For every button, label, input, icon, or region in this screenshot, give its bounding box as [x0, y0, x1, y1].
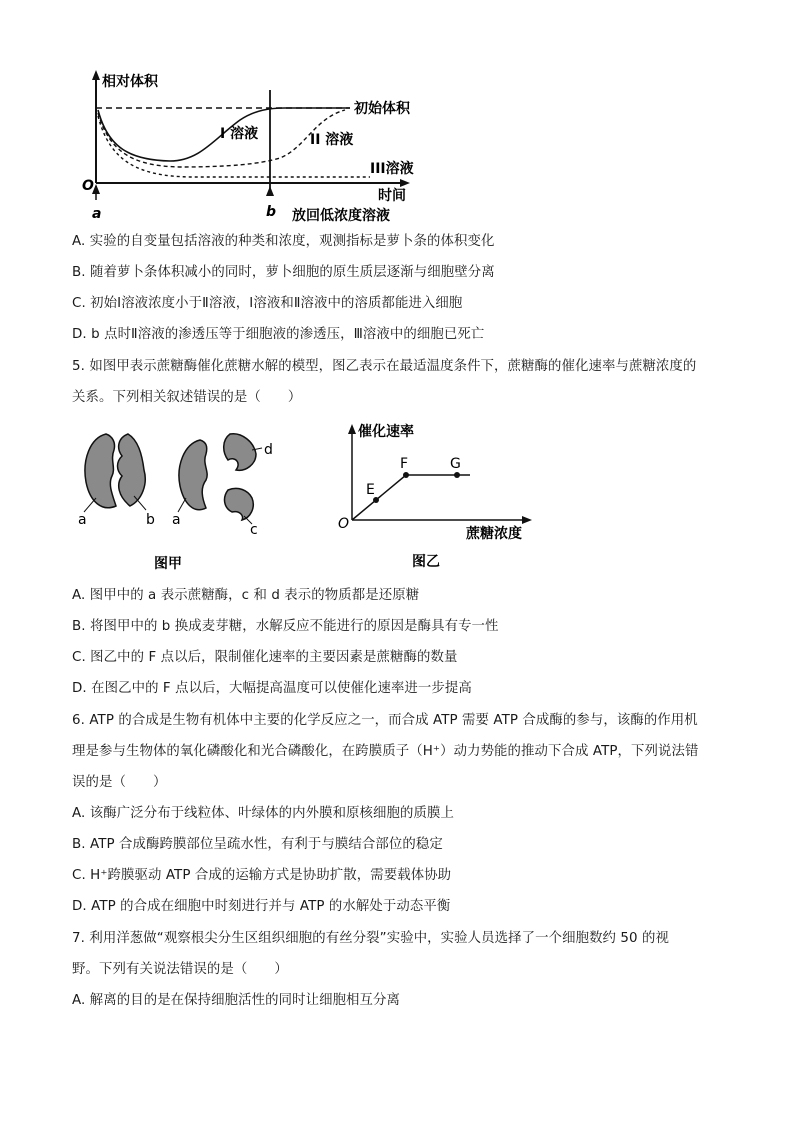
volume-time-figure — [70, 68, 430, 228]
product-d — [224, 434, 256, 471]
q5-stem-line2: 关系。下列相关叙述错误的是（ ） — [72, 390, 302, 405]
q5-option-b: B. 将图甲中的 b 换成麦芽糖，水解反应不能进行的原因是酶具有专一性 — [72, 619, 499, 634]
y-axis-arrow — [92, 70, 100, 80]
y-axis-arrow — [348, 424, 356, 434]
product-c — [225, 488, 254, 520]
catalytic-rate-figure — [330, 420, 540, 572]
label-E: E — [366, 482, 375, 498]
marker-a: a — [92, 206, 102, 222]
origin-label: O — [338, 516, 350, 532]
q4-option-b: B. 随着萝卜条体积减小的同时，萝卜细胞的原生质层逐渐与细胞壁分离 — [72, 265, 495, 280]
enzyme-a-left — [85, 434, 116, 508]
q6-option-a: A. 该酶广泛分布于线粒体、叶绿体的内外膜和原核细胞的质膜上 — [72, 806, 454, 821]
q6-stem-line1: 6. ATP 的合成是生物有机体中主要的化学反应之一，而合成 ATP 需要 ATP 合成酶的参与，该酶的作用机 — [72, 713, 698, 728]
x-axis-label: 蔗糖浓度 — [466, 526, 522, 542]
x-axis-arrow — [400, 179, 410, 187]
q6-option-c: C. H⁺跨膜驱动 ATP 合成的运输方式是协助扩散，需要载体协助 — [72, 868, 452, 883]
label-d: d — [264, 442, 273, 458]
solution-III-label: III溶液 — [370, 161, 414, 177]
point-G — [454, 472, 460, 478]
q5-option-a: A. 图甲中的 a 表示蔗糖酶，c 和 d 表示的物质都是还原糖 — [72, 588, 420, 603]
label-F: F — [400, 456, 409, 472]
initial-volume-label: 初始体积 — [354, 101, 410, 117]
q7-stem-line2: 野。下列有关说法错误的是（ ） — [72, 962, 288, 977]
enzyme-model-figure — [72, 420, 292, 572]
b-arrow — [266, 186, 274, 196]
q4-option-c: C. 初始Ⅰ溶液浓度小于Ⅱ溶液，Ⅰ溶液和Ⅱ溶液中的溶质都能进入细胞 — [72, 296, 463, 311]
q6-option-d: D. ATP 的合成在细胞中时刻进行并与 ATP 的水解处于动态平衡 — [72, 899, 451, 914]
q6-stem-line3: 误的是（ ） — [72, 775, 167, 790]
solution-II-label: II 溶液 — [310, 132, 354, 148]
note-b: 放回低浓度溶液 — [292, 208, 390, 224]
figure-yi-caption: 图乙 — [412, 554, 440, 570]
label-c: c — [250, 522, 258, 538]
leader-a1 — [84, 498, 96, 512]
q5-stem-line1: 5. 如图甲表示蔗糖酶催化蔗糖水解的模型，图乙表示在最适温度条件下，蔗糖酶的催化速率与蔗糖浓度的 — [72, 359, 697, 374]
label-a2: a — [172, 512, 181, 528]
q4-option-d: D. b 点时Ⅱ溶液的渗透压等于细胞液的渗透压，Ⅲ溶液中的细胞已死亡 — [72, 327, 485, 342]
y-axis-label: 相对体积 — [102, 74, 158, 90]
label-a1: a — [78, 512, 87, 528]
q5-option-d: D. 在图乙中的 F 点以后，大幅提高温度可以使催化速率进一步提高 — [72, 681, 472, 696]
y-axis-label: 催化速率 — [358, 424, 414, 440]
q6-option-b: B. ATP 合成酶跨膜部位呈疏水性，有利于与膜结合部位的稳定 — [72, 837, 443, 852]
point-F — [403, 472, 409, 478]
solution-I-label: I 溶液 — [220, 126, 259, 142]
q7-option-a: A. 解离的目的是在保持细胞活性的同时让细胞相互分离 — [72, 993, 401, 1008]
x-axis-label: 时间 — [378, 188, 406, 204]
leader-a2 — [178, 498, 186, 512]
q4-option-a: A. 实验的自变量包括溶液的种类和浓度，观测指标是萝卜条的体积变化 — [72, 234, 495, 249]
marker-b: b — [266, 204, 277, 220]
enzyme-a-right — [179, 440, 207, 510]
label-G: G — [450, 456, 461, 472]
label-b: b — [146, 512, 155, 528]
figure-jia-caption: 图甲 — [154, 556, 182, 572]
q5-option-c: C. 图乙中的 F 点以后，限制催化速率的主要因素是蔗糖酶的数量 — [72, 650, 458, 665]
x-axis-arrow — [522, 516, 532, 524]
q6-stem-line2: 理是参与生物体的氧化磷酸化和光合磷酸化，在跨膜质子（H⁺）动力势能的推动下合成 ATP，下列说法错 — [72, 744, 699, 759]
q7-stem-line1: 7. 利用洋葱做“观察根尖分生区组织细胞的有丝分裂”实验中，实验人员选择了一个细胞数约 50 的视 — [72, 931, 669, 946]
substrate-b-left — [118, 434, 146, 506]
origin-label: O — [82, 178, 94, 194]
